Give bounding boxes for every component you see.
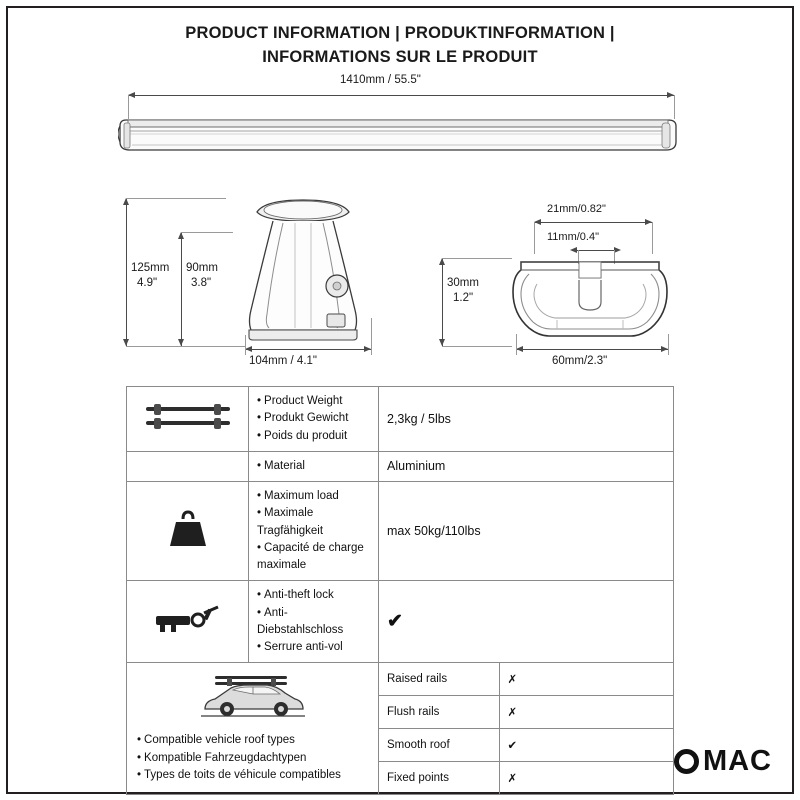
antitheft-labels-cell [249,581,379,663]
roof-type-mark-smooth-roof: ✔ [499,729,673,762]
roof-type-row [379,729,673,762]
foot-width-label: 104mm / 4.1" [249,355,318,367]
specification-table [126,386,674,795]
roof-types-labels [127,730,378,794]
antitheft-value: ✔ [379,581,674,663]
table-row [127,581,674,663]
height-inner-arrow-top [178,232,184,239]
maxload-value: max 50kg/110lbs [379,482,674,581]
roof-bars-icon [142,400,234,434]
height-inner-dim-line [181,232,182,346]
weight-icon [165,510,211,550]
roof-types-left-cell [127,663,379,795]
roof-type-mark-flush-rails: ✗ [499,696,673,729]
front-view-drawing [215,190,395,350]
table-row-roof-types [127,663,674,795]
roof-type-mark-raised-rails: ✗ [499,663,673,696]
maxload-label-en: • Maximum load [257,488,370,505]
antitheft-label-en: • Anti-theft lock [257,587,370,604]
height-inner-label-1: 90mm [186,262,218,274]
height-outer-label-1: 125mm [131,262,170,274]
roof-type-label-flush-rails: Flush rails [379,696,499,729]
roof-type-row [379,663,673,696]
roof-type-row [379,762,673,795]
section-top-width-arrow-right [645,219,652,225]
bar-length-arrow-left [128,92,135,98]
material-labels-cell [249,451,379,481]
weight-label-de: • Produkt Gewicht [257,410,370,427]
section-height-arrow-top [439,258,445,265]
weight-icon-cell [127,482,249,581]
car-with-rack-icon [197,671,309,721]
weight-labels-cell [249,387,379,452]
section-slot-width-label: 11mm/0.4" [547,231,599,243]
bar-length-label: 1410mm / 55.5" [340,74,421,86]
height-outer-arrow-top [123,198,129,205]
rooftypes-label-en: • Compatible vehicle roof types [137,732,370,749]
roof-type-mark-fixed-points: ✗ [499,762,673,795]
maxload-label-fr: • Capacité de charge maximale [257,540,370,575]
page-title [60,22,740,70]
bar-length-arrow-right [667,92,674,98]
section-top-width-dim-line [534,222,652,223]
roof-types-right-cell [379,663,674,795]
antitheft-label-fr: • Serrure anti-vol [257,639,370,656]
maxload-labels-cell [249,482,379,581]
height-inner-arrow-bottom [178,339,184,346]
roof-type-row [379,696,673,729]
maxload-label-de: • Maximale Tragfähigkeit [257,505,370,540]
section-top-width-label: 21mm/0.82" [547,203,606,215]
section-top-width-arrow-left [534,219,541,225]
rooftypes-label-fr: • Types de toits de véhicule compatibles [137,767,370,784]
weight-label-en: • Product Weight [257,393,370,410]
antitheft-label-de: • Anti-Diebstahlschloss [257,605,370,640]
page-title-line1: PRODUCT INFORMATION | PRODUKTINFORMATION | [185,24,615,42]
height-outer-dim-line [126,198,127,346]
roof-bars-icon-cell [127,387,249,452]
section-height-dim-line [442,258,443,346]
material-value: Aluminium [379,451,674,481]
section-height-label-2: 1.2" [453,292,474,304]
logo-text: MAC [702,745,772,777]
height-outer-arrow-bottom [123,339,129,346]
car-with-rack-icon-wrap [127,663,378,730]
section-width-label: 60mm/2.3" [552,355,608,367]
roof-type-label-fixed-points: Fixed points [387,772,450,785]
logo-o-icon [674,749,699,774]
section-height-label-1: 30mm [447,277,479,289]
weight-label-fr: • Poids du produit [257,428,370,445]
material-icon-cell [127,451,249,481]
page-title-line2: INFORMATIONS SUR LE PRODUIT [262,47,538,66]
cross-section-drawing [495,240,685,348]
rooftypes-label-de: • Kompatible Fahrzeugdachtypen [137,750,370,767]
brand-logo [674,745,772,778]
table-row [127,451,674,481]
height-inner-label-2: 3.8" [191,277,212,289]
material-label-en: • Material [257,458,370,475]
roof-types-table [379,663,673,794]
table-row [127,387,674,452]
section-width-dim-line [516,349,668,350]
height-outer-ext-top [126,198,226,199]
table-row [127,482,674,581]
roof-type-label-smooth-roof: Smooth roof [379,729,499,762]
roof-type-label-raised-rails: Raised rails [379,663,499,696]
lock-key-icon [152,603,224,637]
weight-value: 2,3kg / 5lbs [379,387,674,452]
section-height-arrow-bottom [439,339,445,346]
bar-length-dim-line [128,95,674,96]
bar-side-view-drawing [118,100,678,170]
lock-key-icon-cell [127,581,249,663]
height-outer-label-2: 4.9" [137,277,158,289]
